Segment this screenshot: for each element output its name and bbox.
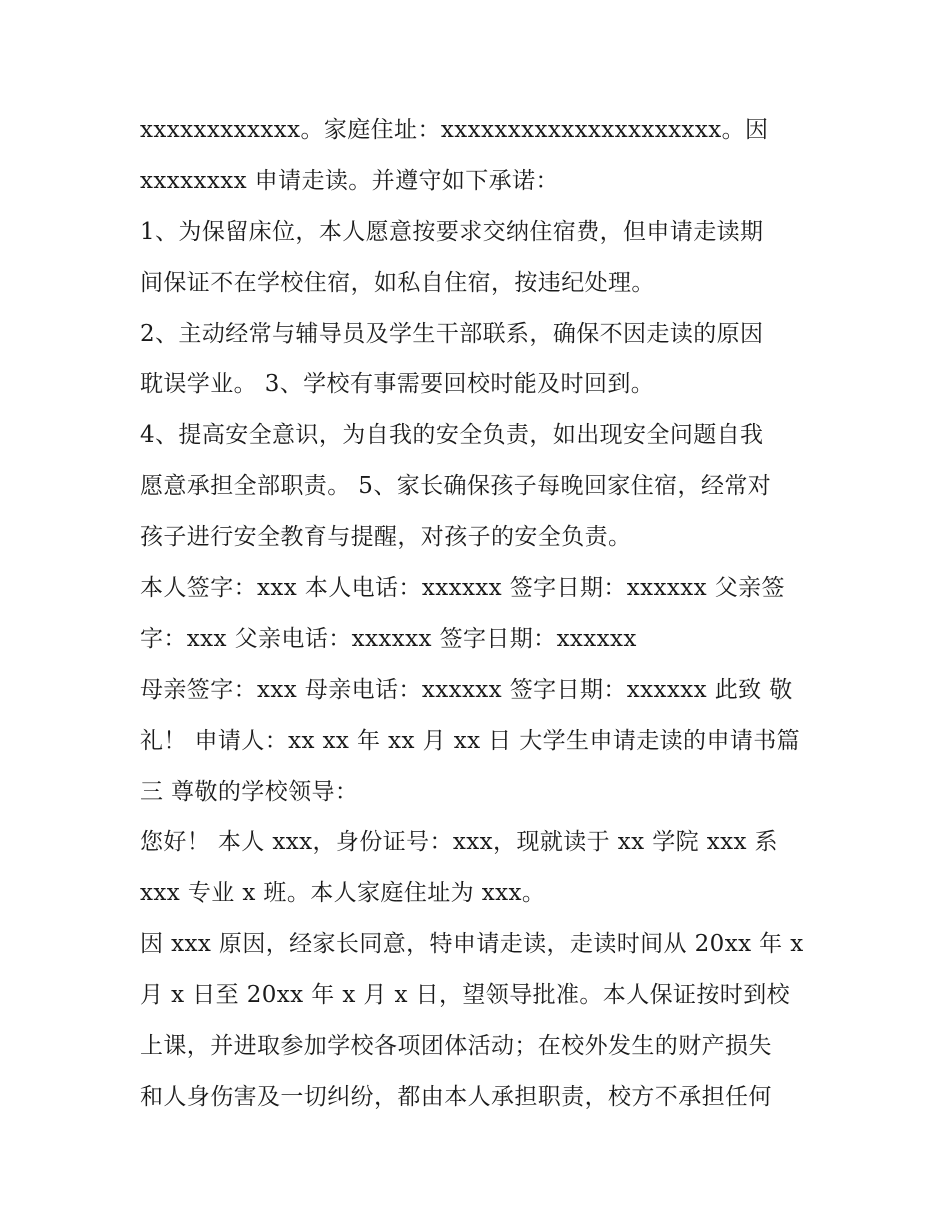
text-line: 愿意承担全部职责。 5、家长确保孩子每晚回家住宿，经常对 <box>140 473 772 500</box>
text-line: 孩子进行安全教育与提醒，对孩子的安全负责。 <box>140 524 632 551</box>
text-line: 三 尊敬的学校领导： <box>140 778 359 805</box>
text-line: 礼！ 申请人：xx xx 年 xx 月 xx 日 大学生申请走读的申请书篇 <box>140 727 801 754</box>
text-line: 1、为保留床位，本人愿意按要求交纳住宿费，但申请走读期 <box>140 218 764 245</box>
text-line: 和人身伤害及一切纠纷，都由本人承担职责，校方不承担任何 <box>140 1083 772 1110</box>
text-line: 母亲签字：xxx 母亲电话：xxxxxx 签字日期：xxxxxx 此致 敬 <box>140 676 793 703</box>
document-body <box>140 105 820 1123</box>
text-line: 字：xxx 父亲电话：xxxxxx 签字日期：xxxxxx <box>140 625 637 652</box>
text-line: 2、主动经常与辅导员及学生干部联系，确保不因走读的原因 <box>140 320 764 347</box>
text-line: 间保证不在学校住宿，如私自住宿，按违纪处理。 <box>140 269 655 296</box>
text-line: 耽误学业。 3、学校有事需要回校时能及时回到。 <box>140 371 655 398</box>
text-line: 本人签字：xxx 本人电话：xxxxxx 签字日期：xxxxxx 父亲签 <box>140 575 785 602</box>
text-line: xxx 专业 x 班。本人家庭住址为 xxx。 <box>140 880 546 907</box>
text-line: xxxxxxxx 申请走读。并遵守如下承诺： <box>140 167 559 194</box>
text-line: 因 xxx 原因，经家长同意，特申请走读，走读时间从 20xx 年 x <box>140 931 804 958</box>
text-line: xxxxxxxxxxxx。家庭住址：xxxxxxxxxxxxxxxxxxxxx。因 <box>140 117 769 143</box>
text-line: 上课，并进取参加学校各项团体活动；在校外发生的财产损失 <box>140 1033 772 1060</box>
text-line: 4、提高安全意识，为自我的安全负责，如出现安全问题自我 <box>140 422 764 449</box>
text-line: 您好！ 本人 xxx，身份证号：xxx，现就读于 xx 学院 xxx 系 <box>140 829 778 856</box>
text-line: 月 x 日至 20xx 年 x 月 x 日，望领导批准。本人保证按时到校 <box>140 982 791 1009</box>
